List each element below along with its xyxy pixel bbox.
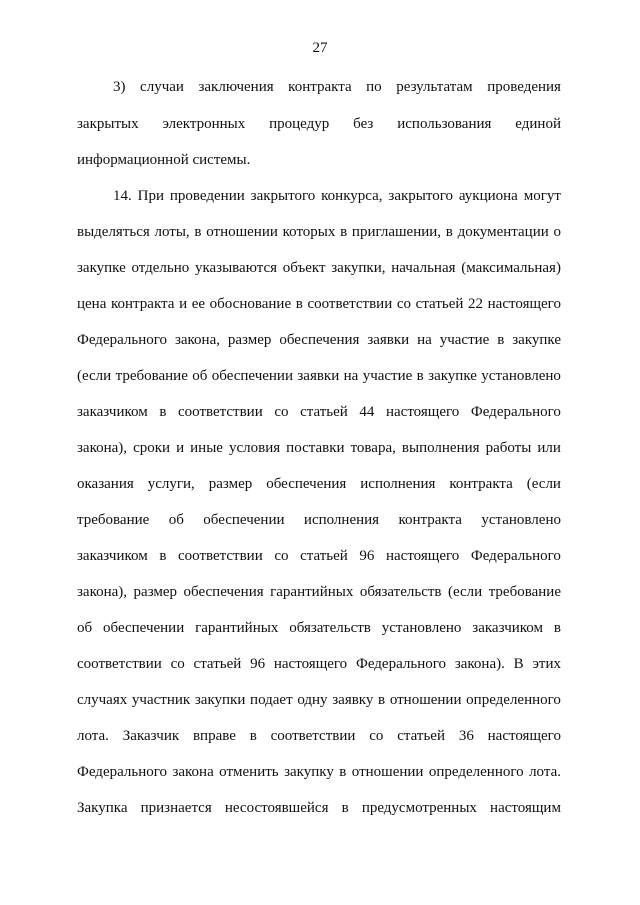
text-line: Федерального закона, размер обеспечения заявки на участие в закупке xyxy=(77,332,561,348)
text-line: закупке отдельно указываются объект закупки, начальная (максимальная) xyxy=(77,260,561,276)
page-number: 27 xyxy=(312,40,328,56)
text-line: цена контракта и ее обоснование в соответствии со статьей 22 настоящего xyxy=(77,296,561,312)
text-line: 14. При проведении закрытого конкурса, закрытого аукциона могут xyxy=(113,188,561,204)
text-line: оказания услуги, размер обеспечения исполнения контракта (если xyxy=(77,476,561,492)
text-line: 3) случаи заключения контракта по результатам проведения xyxy=(113,79,561,95)
text-line: (если требование об обеспечении заявки на участие в закупке установлено xyxy=(77,368,561,384)
text-line: информационной системы. xyxy=(77,152,251,168)
text-line: соответствии со статьей 96 настоящего Федерального закона). В этих xyxy=(77,656,561,672)
text-line: об обеспечении гарантийных обязательств установлено заказчиком в xyxy=(77,620,561,636)
text-line: Закупка признается несостоявшейся в предусмотренных настоящим xyxy=(77,800,561,816)
text-line: закона), сроки и иные условия поставки товара, выполнения работы или xyxy=(77,440,561,456)
text-line: заказчиком в соответствии со статьей 44 настоящего Федерального xyxy=(77,404,561,420)
text-line: Федерального закона отменить закупку в отношении определенного лота. xyxy=(77,764,561,780)
text-line: закона), размер обеспечения гарантийных обязательств (если требование xyxy=(77,584,561,600)
text-line: выделяться лоты, в отношении которых в приглашении, в документации о xyxy=(77,224,561,240)
text-line: случаях участник закупки подает одну заявку в отношении определенного xyxy=(77,692,561,708)
text-line: лота. Заказчик вправе в соответствии со статьей 36 настоящего xyxy=(77,728,561,744)
text-line: требование об обеспечении исполнения контракта установлено xyxy=(77,512,561,528)
text-line: закрытых электронных процедур без использования единой xyxy=(77,116,561,132)
text-line: заказчиком в соответствии со статьей 96 настоящего Федерального xyxy=(77,548,561,564)
